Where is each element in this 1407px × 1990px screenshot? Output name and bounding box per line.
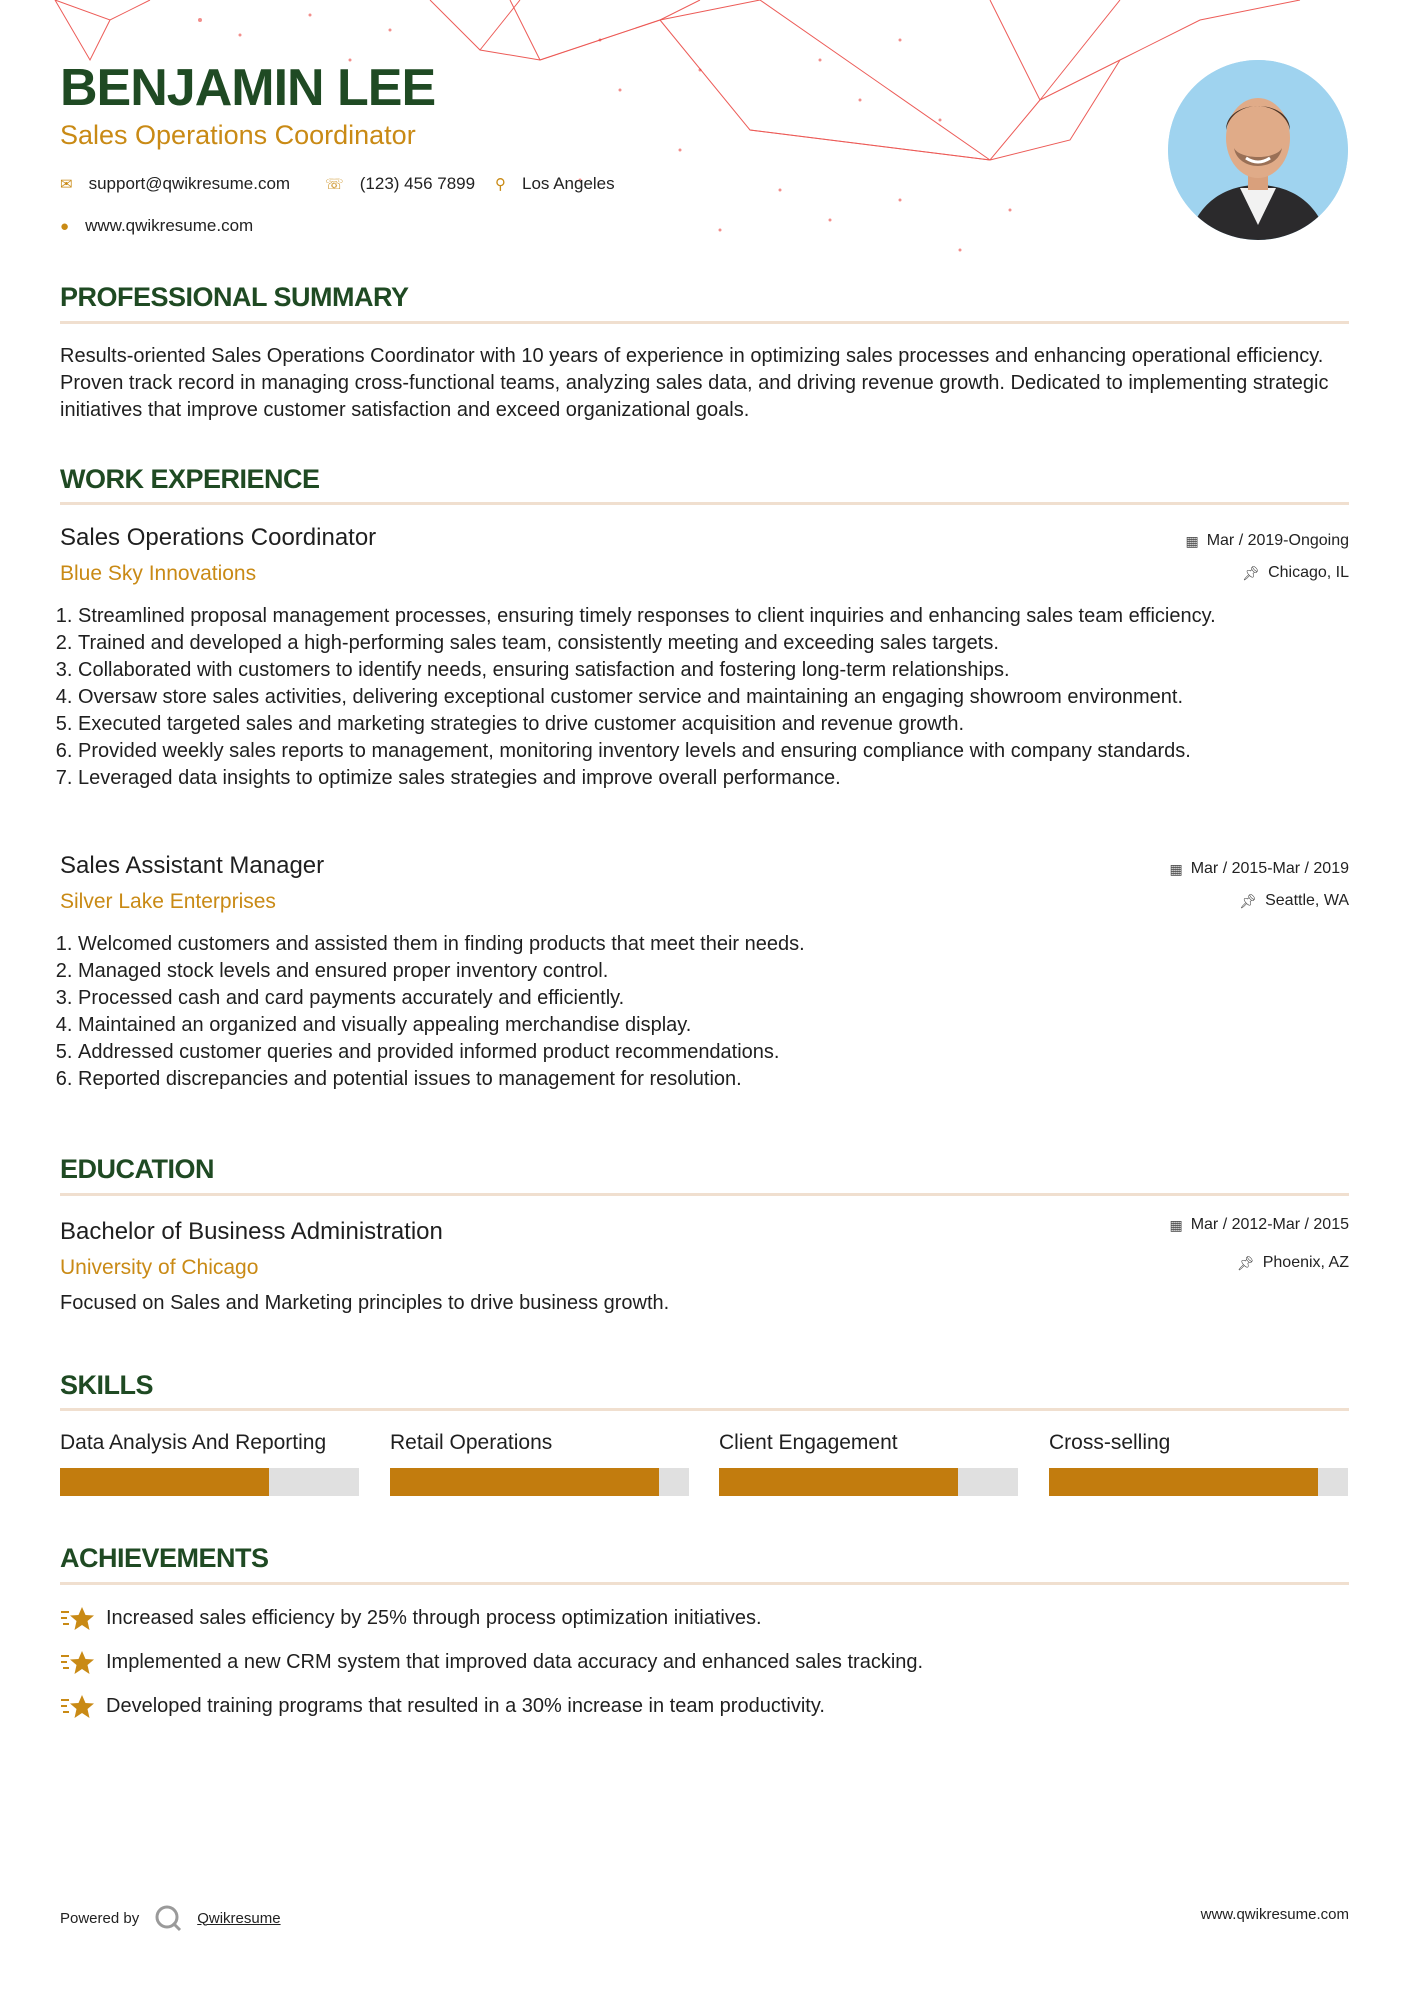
list-item: 3. Processed cash and card payments accurately and efficiently. [78, 985, 1367, 1012]
phone-icon: ☏ [325, 176, 344, 193]
skill-label: Client Engagement [719, 1431, 898, 1454]
achievement-text: Increased sales efficiency by 25% through process optimization initiatives. [106, 1606, 762, 1629]
list-item: 2. Managed stock levels and ensured proper inventory control. [78, 958, 1367, 985]
education-description: Focused on Sales and Marketing principles to drive business growth. [60, 1292, 670, 1314]
skill-bar-fill [719, 1468, 958, 1496]
job-location-text: Seattle, WA [1265, 892, 1349, 909]
job-dates-text: Mar / 2015-Mar / 2019 [1190, 860, 1349, 877]
list-item: 6. Provided weekly sales reports to management, monitoring inventory levels and ensuring compliance with company standards. [78, 738, 1367, 765]
achievement-text: Developed training programs that resulted in a 30% increase in team productivity. [106, 1694, 825, 1717]
skill-bar [719, 1468, 1018, 1496]
list-item: 2. Trained and developed a high-performing sales team, consistently meeting and exceeding sales targets. [78, 630, 1367, 657]
contact-phone[interactable] [325, 174, 475, 194]
skill-bar-fill [1049, 1468, 1318, 1496]
skill-bar-fill [390, 1468, 659, 1496]
list-item: 7. Leveraged data insights to optimize sales strategies and improve overall performance. [78, 765, 1367, 792]
brand-link[interactable]: Qwikresume [197, 1909, 281, 1927]
pin-icon: 📌︎ [1242, 564, 1261, 581]
list-item: 1. Streamlined proposal management processes, ensuring timely responses to client inquiries and enhancing sales team efficiency. [78, 603, 1367, 630]
footer-url[interactable]: www.qwikresume.com [1200, 1906, 1349, 1923]
skill-label: Retail Operations [390, 1431, 553, 1454]
job-location-text: Chicago, IL [1268, 564, 1349, 581]
achievement-item [60, 1692, 825, 1720]
job-title: Sales Assistant Manager [60, 852, 325, 879]
list-item: 3. Collaborated with customers to identify needs, ensuring satisfaction and fostering long-term relationships. [78, 657, 1367, 684]
globe-icon: ● [60, 217, 70, 235]
job-location [1242, 564, 1349, 582]
section-divider [60, 1408, 1349, 1411]
achievement-item [60, 1604, 762, 1632]
star-icon [60, 1692, 96, 1720]
list-item: 4. Oversaw store sales activities, delivering exceptional customer service and maintaining an engaging showroom environment. [78, 684, 1367, 711]
powered-by-text: Powered by [60, 1909, 140, 1927]
skill-label: Data Analysis And Reporting [60, 1431, 327, 1454]
location-text: Los Angeles [522, 174, 615, 193]
star-icon [60, 1604, 96, 1632]
job-dates [1169, 860, 1349, 878]
achievement-text: Implemented a new CRM system that improved data accuracy and enhanced sales tracking. [106, 1650, 924, 1673]
job-company: Silver Lake Enterprises [60, 890, 276, 913]
calendar-icon: ▦ [1169, 1216, 1183, 1233]
achievements-heading: ACHIEVEMENTS [60, 1543, 269, 1573]
skills-heading: SKILLS [60, 1370, 154, 1400]
school-name: University of Chicago [60, 1256, 259, 1279]
profile-photo [1168, 60, 1348, 240]
list-item: 5. Addressed customer queries and provided informed product recommendations. [78, 1039, 1367, 1066]
candidate-title: Sales Operations Coordinator [60, 120, 416, 150]
envelope-icon: ✉ [60, 176, 73, 193]
candidate-name: BENJAMIN LEE [60, 59, 436, 117]
list-item: 4. Maintained an organized and visually appealing merchandise display. [78, 1012, 1367, 1039]
job-location [1239, 892, 1349, 910]
section-divider [60, 502, 1349, 505]
experience-heading: WORK EXPERIENCE [60, 464, 320, 494]
skill-label: Cross-selling [1049, 1431, 1171, 1454]
skill-bar [60, 1468, 359, 1496]
pin-icon: 📌︎ [1236, 1254, 1255, 1271]
contact-website[interactable] [60, 216, 253, 236]
degree-title: Bachelor of Business Administration [60, 1218, 443, 1245]
calendar-icon: ▦ [1185, 532, 1199, 549]
job-dates [1185, 532, 1349, 550]
contact-location [495, 174, 615, 194]
education-dates-text: Mar / 2012-Mar / 2015 [1190, 1216, 1349, 1233]
job-company: Blue Sky Innovations [60, 562, 257, 585]
map-pin-icon: ⚲ [495, 176, 506, 193]
pin-icon: 📌︎ [1239, 892, 1258, 909]
phone-text: (123) 456 7899 [359, 174, 476, 193]
education-location-text: Phoenix, AZ [1262, 1254, 1349, 1271]
list-item: 5. Executed targeted sales and marketing strategies to drive customer acquisition and revenue growth. [78, 711, 1367, 738]
qwikresume-logo-icon [153, 1903, 183, 1933]
skill-bar [390, 1468, 689, 1496]
skill-bar [1049, 1468, 1348, 1496]
section-divider [60, 1193, 1349, 1196]
job-bullets [60, 931, 1367, 1093]
job-title: Sales Operations Coordinator [60, 524, 377, 551]
list-item: 6. Reported discrepancies and potential issues to management for resolution. [78, 1066, 1367, 1093]
list-item: 1. Welcomed customers and assisted them in finding products that meet their needs. [78, 931, 1367, 958]
calendar-icon: ▦ [1169, 860, 1183, 877]
email-text: support@qwikresume.com [88, 174, 291, 193]
education-location [1237, 1254, 1349, 1272]
summary-text: Results-oriented Sales Operations Coordinator with 10 years of experience in optimizing sales processes and enhancing operational efficiency. Proven track record in managing cross-functional teams, analyzing sales data, and driving revenue growth. Dedicated to implementing strategic initiatives that improve customer satisfaction and exceed organizational goals. [60, 345, 1329, 421]
job-dates-text: Mar / 2019-Ongoing [1206, 532, 1349, 549]
education-dates [1169, 1216, 1349, 1234]
website-text: www.qwikresume.com [85, 216, 254, 235]
section-divider [60, 1582, 1349, 1585]
contact-email[interactable] [60, 174, 290, 194]
education-heading: EDUCATION [60, 1154, 214, 1184]
summary-heading: PROFESSIONAL SUMMARY [60, 282, 409, 312]
section-divider [60, 321, 1349, 324]
achievement-item [60, 1648, 923, 1676]
footer-powered-by [60, 1903, 281, 1933]
skill-bar-fill [60, 1468, 269, 1496]
job-bullets [60, 603, 1367, 792]
star-icon [60, 1648, 96, 1676]
